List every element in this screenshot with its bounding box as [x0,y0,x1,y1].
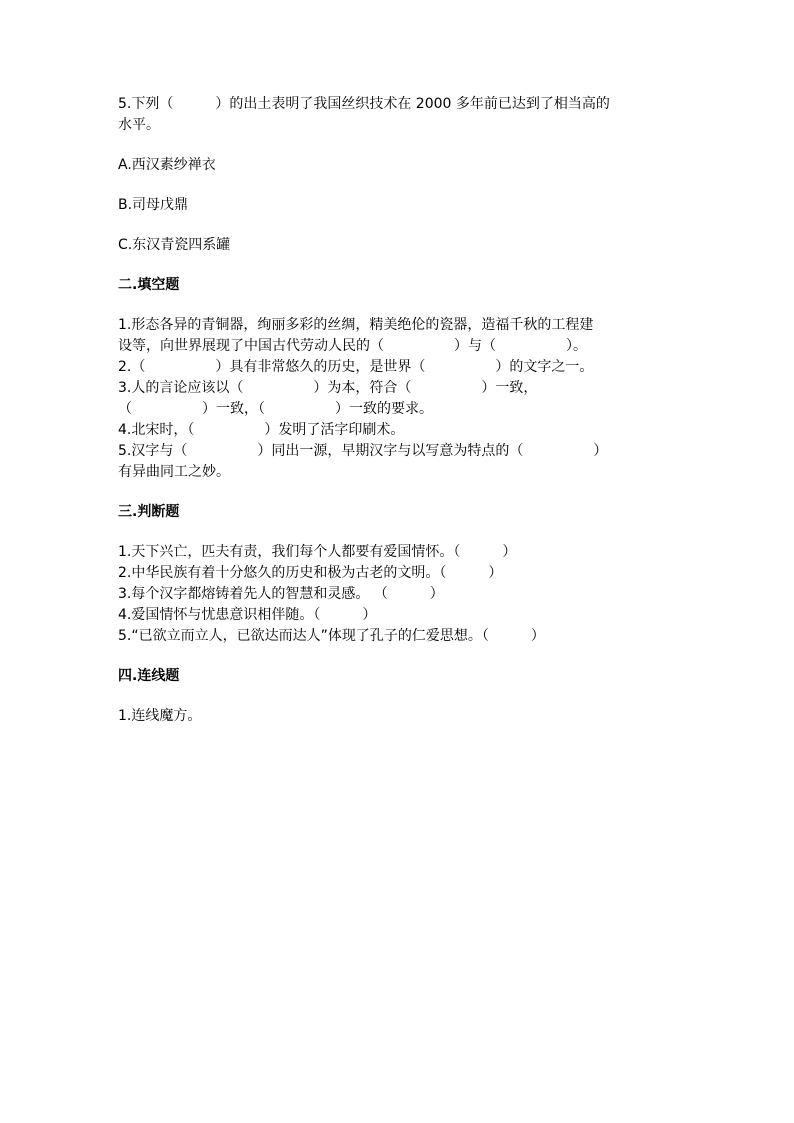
section-heading: 四.连线题 [118,668,180,684]
fill-line: 5.汉字与（ ）同出一源，早期汉字与以写意为特点的（ ） [118,443,608,459]
fill-line: 1.形态各异的青铜器，绚丽多彩的丝绸，精美绝伦的瓷器，造福千秋的工程建 [118,317,594,333]
option-b: B.司母戊鼎 [118,197,189,213]
question-5 [118,94,678,256]
section-true-false [118,502,678,647]
option-a: A.西汉素纱禅衣 [118,157,216,173]
fill-line: 设等，向世界展现了中国古代劳动人民的（ ）与（ ）。 [118,338,587,354]
question-text: 5.下列（ ）的出土表明了我国丝织技术在 2000 多年前已达到了相当高的 [118,96,610,112]
judge-line: 3.每个汉字都熔铸着先人的智慧和灵感。 （ ） [118,586,444,602]
fill-line: 2.（ ）具有非常悠久的历史，是世界（ ）的文字之一。 [118,359,594,375]
fill-line: 4.北宋时，（ ）发明了活字印刷术。 [118,422,405,438]
fill-line: 有异曲同工之妙。 [118,464,230,480]
fill-line: （ ）一致，（ ）一致的要求。 [118,401,433,417]
option-c: C.东汉青瓷四系罐 [118,237,231,253]
section-heading: 三.判断题 [118,504,180,520]
judge-line: 1.天下兴亡，匹夫有责，我们每个人都要有爱国情怀。（ ） [118,544,517,560]
section-matching [118,666,678,727]
judge-line: 4.爱国情怀与忧患意识相伴随。（ ） [118,607,377,623]
section-heading: 二.填空题 [118,277,180,293]
question-text-continued: 水平。 [118,117,160,133]
matching-line: 1.连线魔方。 [118,708,202,724]
judge-line: 5.“已欲立而立人，已欲达而达人”体现了孔子的仁爱思想。（ ） [118,628,545,644]
fill-line: 3.人的言论应该以（ ）为本，符合（ ）一致， [118,380,538,396]
document-page [118,94,678,727]
section-fill-in-blank [118,275,678,483]
judge-line: 2.中华民族有着十分悠久的历史和极为古老的文明。（ ） [118,565,503,581]
